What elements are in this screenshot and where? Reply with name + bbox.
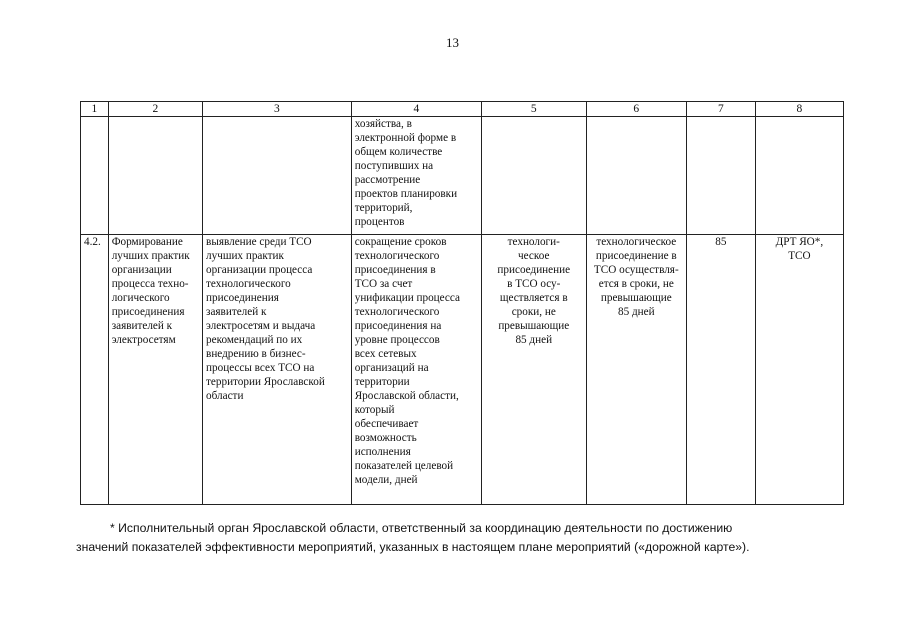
header-cell-7: 7	[687, 102, 756, 117]
description-cell: выявление среди ТСО лучших практик организации процесса технологического присоединения заявителей к электросетям и выдача рекомендаций по их внедрению в бизнес- процессы всех ТСО на территории Ярославской области	[203, 235, 352, 505]
table-header-row	[81, 102, 844, 117]
header-cell-5: 5	[481, 102, 586, 117]
header-cell-3: 3	[203, 102, 352, 117]
cont-cell-6	[586, 117, 687, 235]
header-cell-6: 6	[586, 102, 687, 117]
table-row-continuation	[81, 117, 844, 235]
cont-cell-5	[481, 117, 586, 235]
header-cell-8: 8	[755, 102, 843, 117]
cont-cell-8	[755, 117, 843, 235]
footnote-line-2: значений показателей эффективности мероприятий, указанных в настоящем плане мероприятий («дорожной карте»).	[76, 540, 750, 554]
target-value-cell: технологическое присоединение в ТСО осуществля- ется в сроки, не превышающие 85 дней	[586, 235, 687, 505]
event-cell: Формирование лучших практик организации процесса техно- логического присоединения заявителей к электросетям	[108, 235, 202, 505]
footnote-line-1: * Исполнительный орган Ярославской области, ответственный за координацию деятельности по достижению	[110, 521, 733, 535]
responsible-cell: ДРТ ЯО*, ТСО	[755, 235, 843, 505]
header-cell-4: 4	[351, 102, 481, 117]
cont-cell-7	[687, 117, 756, 235]
page-number: 13	[446, 35, 459, 50]
cont-cell-3	[203, 117, 352, 235]
footnote	[76, 519, 848, 557]
row-number: 4.2.	[81, 235, 109, 505]
table-row-4-2	[81, 235, 844, 505]
cont-cell-1	[81, 117, 109, 235]
value-cell: 85	[687, 235, 756, 505]
header-cell-2: 2	[108, 102, 202, 117]
header-cell-1: 1	[81, 102, 109, 117]
indicator-cell: сокращение сроков технологического присоединения в ТСО за счет унификации процесса технологического присоединения на уровне процессов всех сетевых организаций на территории Ярославской области, который обеспечивает возможность исполнения показателей целевой модели, дней	[351, 235, 481, 505]
current-value-cell: технологи- ческое присоединение в ТСО осу- ществляется в сроки, не превышающие 85 дней	[481, 235, 586, 505]
cont-cell-2	[108, 117, 202, 235]
cont-cell-4: хозяйства, в электронной форме в общем количестве поступивших на рассмотрение проектов планировки территорий, процентов	[351, 117, 481, 235]
roadmap-table	[80, 101, 844, 505]
